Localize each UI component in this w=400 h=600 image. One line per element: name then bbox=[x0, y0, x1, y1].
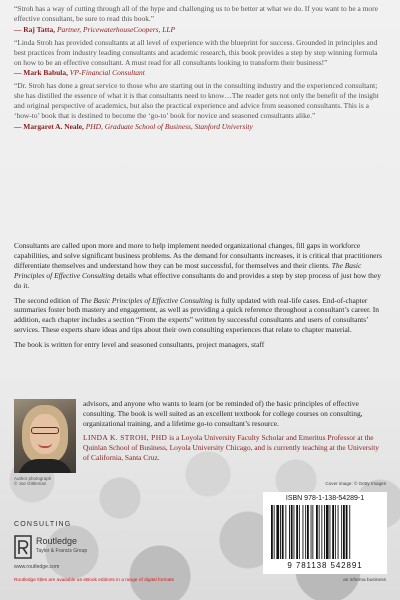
routledge-logo-icon bbox=[14, 535, 32, 559]
cover-image-credit: Cover image: © Getty Images bbox=[325, 481, 386, 486]
endorser-name: — Raj Tatta, bbox=[14, 24, 56, 34]
endorsement-quote: “Dr. Stroh has done a great service to those who are starting out in the consulting industry and the experienced consultant; she has distilled the essence of what it is that consultants need to know…The reader gets not only the benefit of the insight and original perspective of academics, but also the practical experience and advice from seasoned consultants. This is a ‘how-to’ book that is destined to become the ‘go-to’ book for novice and seasoned consultants alike.” bbox=[14, 81, 379, 121]
description-paragraph-1 bbox=[14, 241, 386, 291]
description-paragraph-3-lead: The book is written for entry level and seasoned consultants, project managers, staff bbox=[14, 340, 265, 350]
publisher-group: Taylor & Francis Group bbox=[36, 548, 88, 554]
photo-credit bbox=[14, 476, 51, 487]
photo-credit-line: © Joe Gittleman bbox=[14, 481, 47, 487]
ebook-note: Routledge titles are available as eBook editions in a range of digital formats bbox=[14, 578, 174, 583]
endorsement-attribution bbox=[14, 122, 386, 132]
endorser-title: Partner, PricewaterhouseCoopers, LLP bbox=[56, 24, 176, 34]
publisher-logo bbox=[14, 535, 104, 561]
paragraph-text: Consultants are called upon more and more to help implement needed organizational changes, fill gaps in workforce capabilities, and solve significant business problems. As the demand for consultants increases, it is critical that practitioners differentiate themselves and understand how they can be most successful, for themselves and their clients. bbox=[14, 241, 382, 270]
isbn-digits: 9 781138 542891 bbox=[287, 561, 363, 570]
publisher-url[interactable]: www.routledge.com bbox=[14, 564, 60, 570]
endorser-name: — Mark Babula, bbox=[14, 68, 68, 78]
isbn-barcode bbox=[263, 492, 387, 574]
author-photo bbox=[14, 399, 76, 473]
author-bio bbox=[83, 433, 386, 463]
endorsement-1 bbox=[14, 4, 386, 35]
endorser-name: — Margaret A. Neale, bbox=[14, 121, 84, 131]
description-paragraph-2 bbox=[14, 296, 386, 336]
book-title-ref: The Basic Principles of Effective Consulting bbox=[80, 295, 213, 305]
endorsement-quote: “Stroh has a way of cutting through all of the hype and challenging us to be better at what we do. If you want to be a more effective consultant, be sure to read this book.” bbox=[14, 4, 378, 23]
endorsement-attribution bbox=[14, 68, 386, 78]
paragraph-text: details what effective consultants do and provides a step by step process of just how they do it. bbox=[14, 270, 381, 290]
description bbox=[14, 241, 386, 355]
informa-imprint: an informa business bbox=[343, 578, 386, 583]
author-section bbox=[83, 399, 386, 462]
endorsements bbox=[14, 4, 386, 135]
endorsement-quote: “Linda Stroh has provided consultants at all level of experience with the blueprint for success. Grounded in principles and best practices from industry leading consultants and academic research, this book provides a step by step winning formula on how to be an effective consultant. A must read for all consultants looking to transform their business!” bbox=[14, 37, 378, 67]
author-name: LINDA K. STROH, PHD bbox=[83, 432, 168, 442]
author-bio-text: is a Loyola University Faculty Scholar and Emeritus Professor at the Quinlan School of Business, Loyola University Chicago, and is currently teaching at the University of California, Santa Cruz. bbox=[83, 432, 379, 462]
photo-credit-line: Author photograph bbox=[14, 476, 52, 481]
endorsement-attribution bbox=[14, 25, 386, 35]
publisher-name: Routledge bbox=[36, 536, 78, 546]
barcode-icon bbox=[271, 505, 379, 559]
isbn-label: ISBN 978-1-138-54289-1 bbox=[285, 495, 365, 502]
endorser-title: PHD, Graduate School of Business, Stanford University bbox=[85, 121, 253, 131]
paragraph-text: is fully updated with real-life cases. End-of-chapter summaries foster both mastery and engagement, as well as providing a quick reference throughout a consultant’s career. In addition, each chapter includes a section “From the experts” written by successful consultants and users of consultants’ services. These experts share ideas and tips about their own consulting experiences that relate to chapter material. bbox=[14, 295, 379, 335]
description-paragraph-3-rest: advisors, and anyone who wants to learn (or be reminded of) the basic principles of effective consulting. The book is well suited as an excellent textbook for college courses on consulting, organizational training, and a lifetime go-to consultant’s resource. bbox=[83, 399, 363, 428]
endorser-title: VP-Financial Consultant bbox=[69, 68, 145, 78]
book-title-ref: The Basic Principles of Effective Consulting bbox=[14, 260, 362, 280]
paragraph-text: The second edition of bbox=[14, 295, 79, 305]
subject-category: CONSULTING bbox=[14, 521, 72, 528]
endorsement-3 bbox=[14, 81, 386, 132]
endorsement-2 bbox=[14, 38, 386, 79]
